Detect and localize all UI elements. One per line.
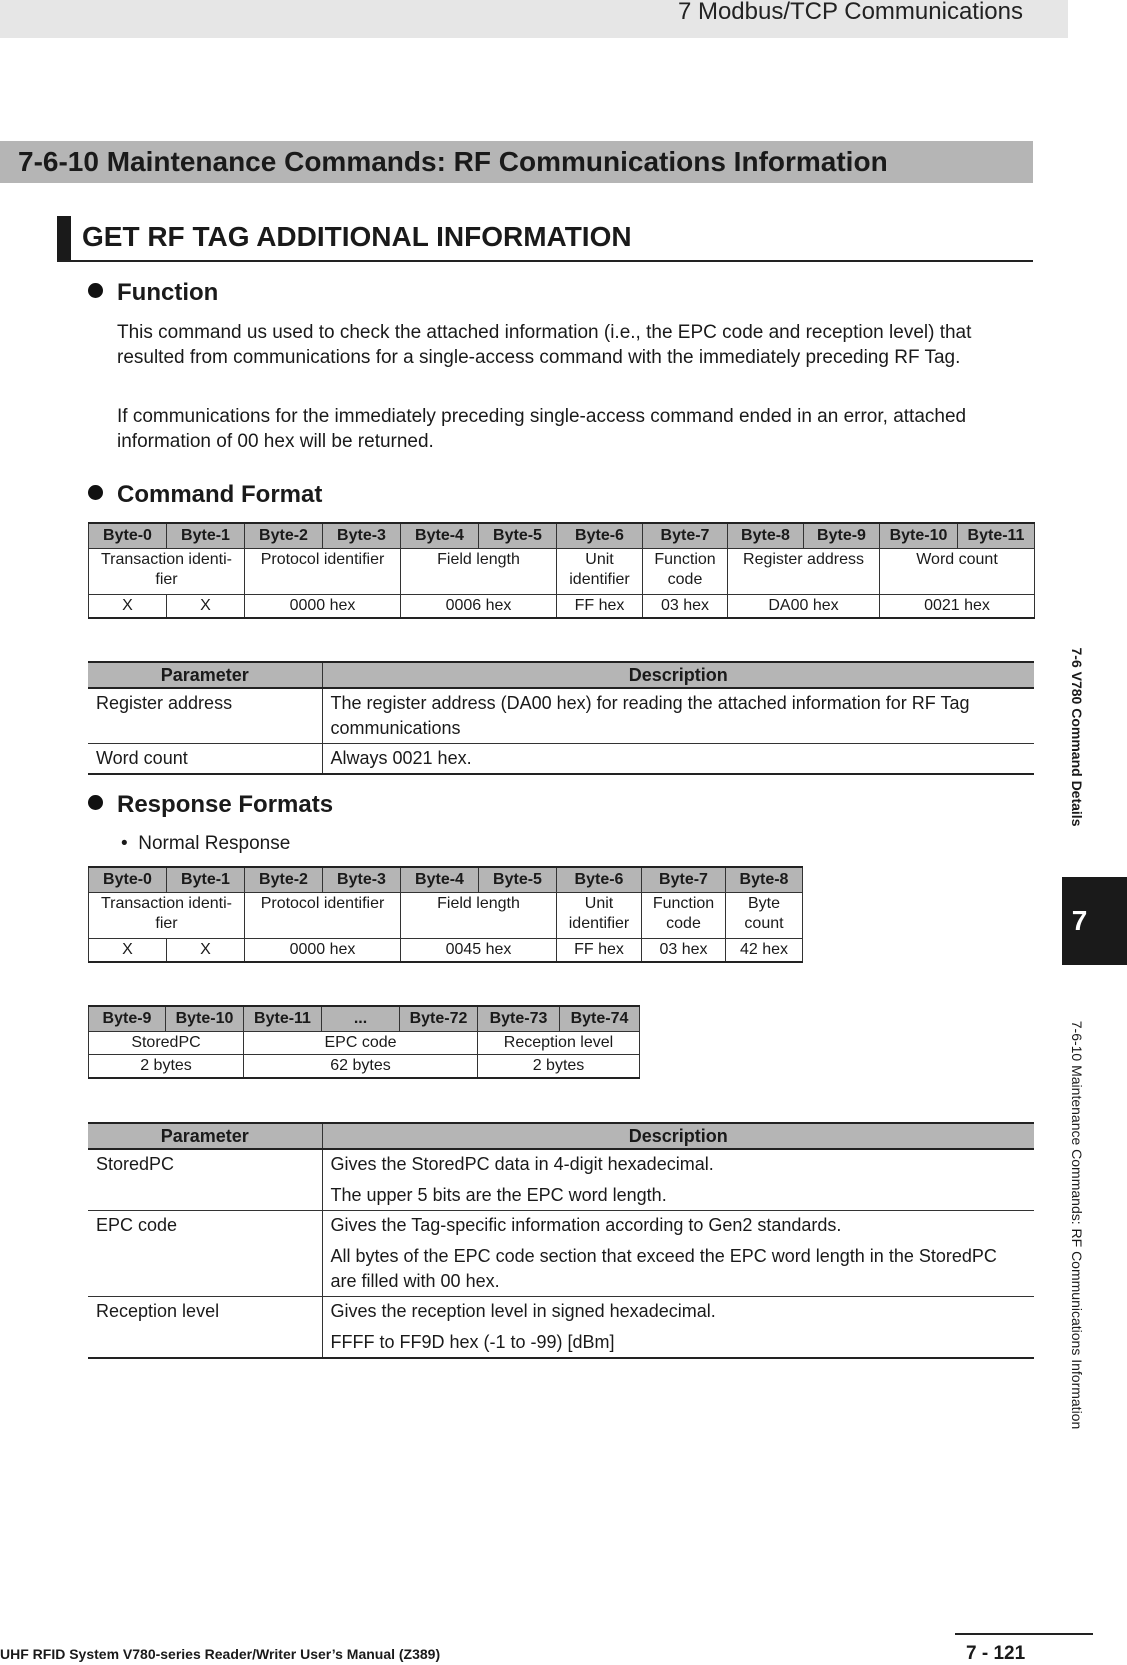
description-header: Description [322,662,1034,688]
byte-header: Byte-10 [166,1006,244,1032]
byte-header: Byte-11 [958,523,1035,549]
description-line: Gives the Tag-specific information according to Gen2 standards. [330,1215,842,1235]
chapter-tab [1062,877,1127,965]
field-cell: Register address [728,549,880,595]
side-tab-subsection-label: 7-6-10 Maintenance Commands: RF Communications Information [1069,1020,1085,1430]
command-format-heading-text: Command Format [117,481,323,508]
command-format-heading [88,481,322,509]
field-cell: Field length [401,549,557,595]
byte-header: Byte-0 [89,867,167,893]
field-cell: Unit identifier [557,893,642,939]
parameter-name: StoredPC [88,1149,322,1211]
byte-header-row [89,523,1035,549]
command-header [57,216,1033,262]
parameter-table-response [88,1122,1034,1359]
response-formats-heading [88,791,333,819]
chapter-tab-number: 7 [1071,905,1088,936]
byte-header: Byte-4 [401,867,479,893]
parameter-row [88,744,1034,775]
parameter-description [322,1149,1034,1211]
value-cell: 62 bytes [244,1055,478,1079]
byte-header: Byte-74 [560,1006,640,1032]
byte-header: Byte-8 [728,523,804,549]
value-cell: 03 hex [643,595,728,619]
section-banner [0,141,1033,183]
normal-response-table-2 [88,1005,640,1079]
chapter-title: 7 Modbus/TCP Communications [677,0,1023,25]
value-row [89,595,1035,619]
command-header-marker [57,216,71,260]
parameter-description: The register address (DA00 hex) for reading the attached information for RF Tag communications [322,688,1034,744]
byte-header: Byte-3 [323,867,401,893]
function-heading-text: Function [117,279,219,306]
value-cell: 2 bytes [89,1055,244,1079]
byte-header: Byte-1 [167,523,245,549]
bullet-icon [88,485,103,500]
field-cell: Function code [642,893,726,939]
byte-header: Byte-6 [557,523,643,549]
value-cell: FF hex [557,595,643,619]
value-row [89,1055,640,1079]
byte-header: Byte-9 [89,1006,166,1032]
normal-response-table-1 [88,866,803,963]
byte-header: Byte-7 [642,867,726,893]
field-cell: Function code [643,549,728,595]
footer-manual-title: UHF RFID System V780-series Reader/Writer User’s Manual (Z389) [0,1646,441,1662]
side-tab-subsection [1062,980,1092,1470]
parameter-description [322,1211,1034,1297]
byte-header: Byte-0 [89,523,167,549]
parameter-row [88,1297,1034,1359]
byte-header: Byte-11 [244,1006,322,1032]
parameter-name: Register address [88,688,322,744]
field-cell: Field length [401,893,557,939]
section-title: 7-6-10 Maintenance Commands: RF Communications Information [18,146,888,177]
field-cell: Transaction identi-fier [89,549,245,595]
parameter-name: Word count [88,744,322,775]
normal-response-label: Normal Response [138,833,291,854]
byte-header: Byte-9 [804,523,880,549]
value-cell: X [167,939,245,963]
field-cell: Reception level [478,1032,640,1055]
function-heading [88,279,218,307]
value-cell: X [89,595,167,619]
byte-header: ... [322,1006,400,1032]
function-paragraph-1: This command us used to check the attached information (i.e., the EPC code and reception level) that resulted from communications for a single-access command with the immediately preceding RF Tag. [117,322,972,368]
field-cell: Transaction identi-fier [89,893,245,939]
byte-header: Byte-2 [245,867,323,893]
response-formats-heading-text: Response Formats [117,791,334,818]
byte-header: Byte-4 [401,523,479,549]
value-cell: 42 hex [726,939,803,963]
byte-header: Byte-10 [880,523,958,549]
parameter-description [322,1297,1034,1359]
description-line: All bytes of the EPC code section that exceed the EPC word length in the StoredPC are filled with 00 hex. [330,1246,997,1291]
small-bullet-icon: • [121,833,128,854]
value-cell: 0021 hex [880,595,1035,619]
field-cell: EPC code [244,1032,478,1055]
field-row [89,549,1035,595]
value-cell: 0000 hex [245,595,401,619]
byte-header: Byte-3 [323,523,401,549]
parameter-row [88,688,1034,744]
function-paragraph-2: If communications for the immediately preceding single-access command ended in an error, attached information of 00 hex will be returned. [117,406,967,452]
byte-header: Byte-5 [479,867,557,893]
byte-header: Byte-7 [643,523,728,549]
byte-header: Byte-8 [726,867,803,893]
parameter-row [88,1211,1034,1297]
description-line: FFFF to FF9D hex (-1 to -99) [dBm] [330,1332,615,1352]
command-format-table [88,522,1035,619]
description-line: The upper 5 bits are the EPC word length. [330,1185,667,1205]
byte-header: Byte-5 [479,523,557,549]
field-row [89,1032,640,1055]
value-cell: DA00 hex [728,595,880,619]
bullet-icon [88,283,103,298]
value-row [89,939,803,963]
field-cell: StoredPC [89,1032,244,1055]
page-number: 7 - 121 [966,1643,1026,1664]
field-cell: Protocol identifier [245,549,401,595]
byte-header: Byte-72 [400,1006,478,1032]
side-tab-section-label: 7-6 V780 Command Details [1069,647,1085,827]
field-cell: Unit identifier [557,549,643,595]
command-title: GET RF TAG ADDITIONAL INFORMATION [82,221,632,252]
byte-header-row [89,1006,640,1032]
byte-header: Byte-2 [245,523,323,549]
parameter-header-row [88,662,1034,688]
field-cell: Word count [880,549,1035,595]
field-cell: Protocol identifier [245,893,401,939]
parameter-description: Always 0021 hex. [322,744,1034,775]
parameter-header-row [88,1123,1034,1149]
value-cell: X [89,939,167,963]
value-cell: 0006 hex [401,595,557,619]
description-line: Gives the StoredPC data in 4-digit hexadecimal. [330,1154,714,1174]
bullet-icon [88,795,103,810]
value-cell: 2 bytes [478,1055,640,1079]
value-cell: 0045 hex [401,939,557,963]
parameter-name: Reception level [88,1297,322,1359]
byte-header: Byte-6 [557,867,642,893]
description-line: Gives the reception level in signed hexadecimal. [330,1301,716,1321]
value-cell: 0000 hex [245,939,401,963]
description-header: Description [322,1123,1034,1149]
page-number-rule [955,1633,1093,1635]
side-tab-section [1062,612,1092,862]
value-cell: 03 hex [642,939,726,963]
byte-header-row [89,867,803,893]
parameter-header: Parameter [88,662,322,688]
normal-response-bullet [121,833,290,855]
byte-header: Byte-1 [167,867,245,893]
byte-header: Byte-73 [478,1006,560,1032]
value-cell: X [167,595,245,619]
parameter-row [88,1149,1034,1211]
parameter-header: Parameter [88,1123,322,1149]
field-cell: Byte count [726,893,803,939]
parameter-name: EPC code [88,1211,322,1297]
value-cell: FF hex [557,939,642,963]
parameter-table-command [88,661,1034,775]
field-row [89,893,803,939]
